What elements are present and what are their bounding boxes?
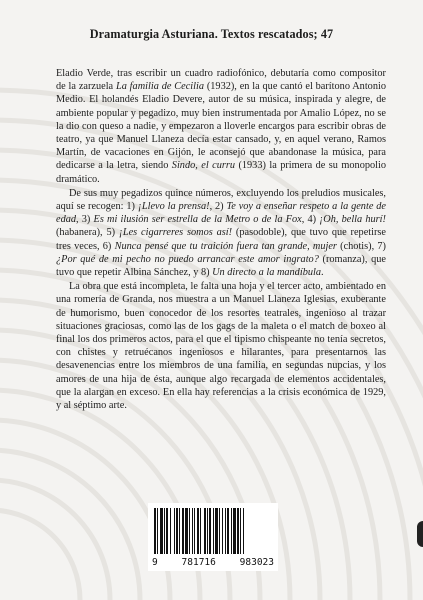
text-run: (1932), en la que cantó el barítono Antonio Medio. El holandés Eladio Devere, autor de su música, inspirada y alegre, de ambiente popular y pegadizo, muy bien instrumentada por Amalio López, no se la dio con queso a nadie, y empezaron a lloverle encargos para escribir obras de teatro, ya que Manuel Llaneza decía estar cansado, y, en aquel verano, Ramos Martín, de vacaciones en Gijón, le aconsejó que abandonase la música, para dedicarse a la letra, siendo [56, 81, 386, 172]
italic-run: Sindo, el curru [171, 160, 236, 172]
text-run: (1933) la primera de su monopolio dramático. [56, 160, 387, 185]
page-edge-tab [417, 521, 423, 547]
italic-run: ¡Oh, bella hurí! [319, 214, 386, 226]
paragraph-2 [56, 187, 386, 279]
italic-run: Nunca pensé que tu traición fuera tan grande, mujer [114, 240, 337, 252]
isbn-barcode [148, 503, 278, 571]
body-text [56, 67, 386, 412]
paragraph-3 [56, 280, 386, 412]
page-title: Dramaturgia Asturiana. Textos rescatados; 47 [89, 27, 334, 41]
italic-run: La familia de Cecilia [115, 81, 204, 93]
italic-run: ¿Por qué de mi pecho no puedo arrancar este amor ingrato? [56, 253, 319, 265]
barcode-digits [152, 557, 274, 568]
text-run: Eladio Verde, tras escribir un cuadro radiofónico, debutaría como compositor de la zarzuela [56, 68, 386, 93]
text-run: De sus muy pegadizos quince números, excluyendo los preludios musicales, aquí se recogen: 1) [56, 187, 386, 213]
barcode-digit-first: 9 [152, 557, 158, 568]
italic-run: Te voy a enseñar respeto a la gente de edad [56, 201, 386, 226]
italic-run: ¡Les cigarreres somos así! [118, 227, 233, 239]
text-run: (romanza), que tuvo que repetir Albina Sánchez, y 8) [56, 253, 386, 279]
italic-run: Es mi ilusión ser estrella de la Metro o de la Fox [93, 214, 302, 226]
barcode-digits-left: 781716 [181, 557, 216, 568]
italic-run: ¡Llevo la prensa! [137, 201, 210, 213]
barcode-bars [154, 508, 272, 554]
text-run: , 3) [76, 214, 94, 226]
text-run: La obra que está incompleta, le falta una hoja y el tercer acto, ambientado en una romería de Granda, nos muestra a un Manuel Llaneza Iglesias, exuberante de humorismo, buen conocedor de los resortes teatrales, ingenioso al trazar situaciones graciosas, como las de los gags de la maleta o el match de boxeo al final los dos primeros actos, para el que el tipismo chispeante no tenía secretos, con chistes y retruécanos ingeniosos e hilarantes, para presentarnos las desavenencias entre los miembros de una familia, en segundas nupcias, y los amores de una hija de ésta, aunque algo recargada de elementos accidentales, que la alargan en exceso. En ella hay referencias a la crisis económica de 1929, y al séptimo arte. [56, 281, 386, 412]
italic-run: Un directo a la mandíbula [212, 267, 321, 279]
text-run: (chotis), 7) [336, 240, 386, 252]
text-run: (pasodoble), que tuvo que repetirse tres veces, 6) [56, 227, 387, 252]
text-run: , 2) [209, 201, 227, 213]
text-run: . [321, 267, 324, 279]
text-run: (habanera), 5) [56, 227, 119, 239]
paragraph-1 [56, 67, 386, 186]
barcode-digits-right: 983023 [239, 557, 274, 568]
text-run: , 4) [301, 214, 320, 226]
